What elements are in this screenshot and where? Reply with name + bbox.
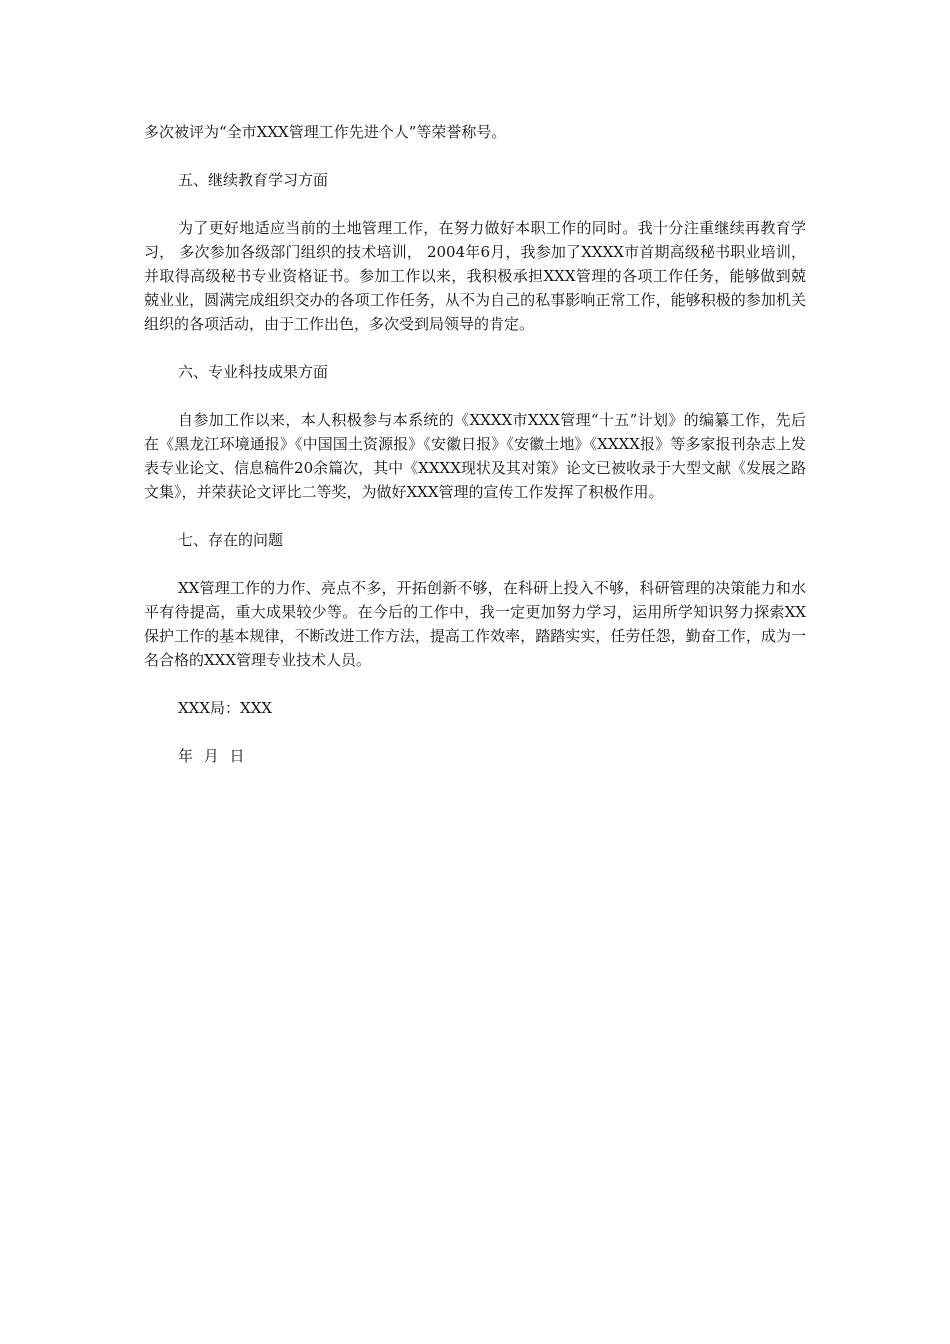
intro-line: 多次被评为“全市XXX管理工作先进个人”等荣誉称号。 [144, 123, 507, 141]
signature-line: XXX局：XXX [178, 699, 273, 717]
section-heading-existing-problems: 七、存在的问题 [178, 531, 284, 549]
section-body-continuing-education: 为了更好地适应当前的土地管理工作，在努力做好本职工作的同时。我十分注重继续再教育学习， 多次参加各级部门组织的技术培训， 2004年6月，我参加了XXXX市首期高级秘书职业培训，并取得高级秘书专业资格证书。参加工作以来，我积极承担XXX管理的各项工作任务，能够做到兢兢业业，圆满完成组织交办的各项工作任务，从不为自己的私事影响正常工作，能够积极的参加机关组织的各项活动，由于工作出色，多次受到局领导的肯定。 [144, 219, 806, 333]
section-body-existing-problems: XX管理工作的力作、亮点不多，开拓创新不够，在科研上投入不够，科研管理的决策能力和水平有待提高，重大成果较少等。在今后的工作中，我一定更加努力学习，运用所学知识努力探索XX保护工作的基本规律，不断改进工作方法，提高工作效率，踏踏实实，任劳任怨，勤奋工作，成为一名合格的XXX管理专业技术人员。 [144, 579, 806, 669]
section-heading-research-achievements: 六、专业科技成果方面 [178, 363, 329, 381]
section-heading-continuing-education: 五、继续教育学习方面 [178, 171, 329, 189]
document-page [144, 120, 806, 768]
date-line: 年 月 日 [178, 747, 245, 765]
section-body-research-achievements: 自参加工作以来，本人积极参与本系统的《XXXX市XXX管理“十五”计划》的编纂工作，先后在《黑龙江环境通报》《中国国土资源报》《安徽日报》《安徽土地》《XXXX报》等多家报刊杂志上发表专业论文、信息稿件20余篇次，其中《XXXX现状及其对策》论文已被收录于大型文献《发展之路文集》，并荣获论文评比二等奖，为做好XXX管理的宣传工作发挥了积极作用。 [144, 411, 806, 501]
